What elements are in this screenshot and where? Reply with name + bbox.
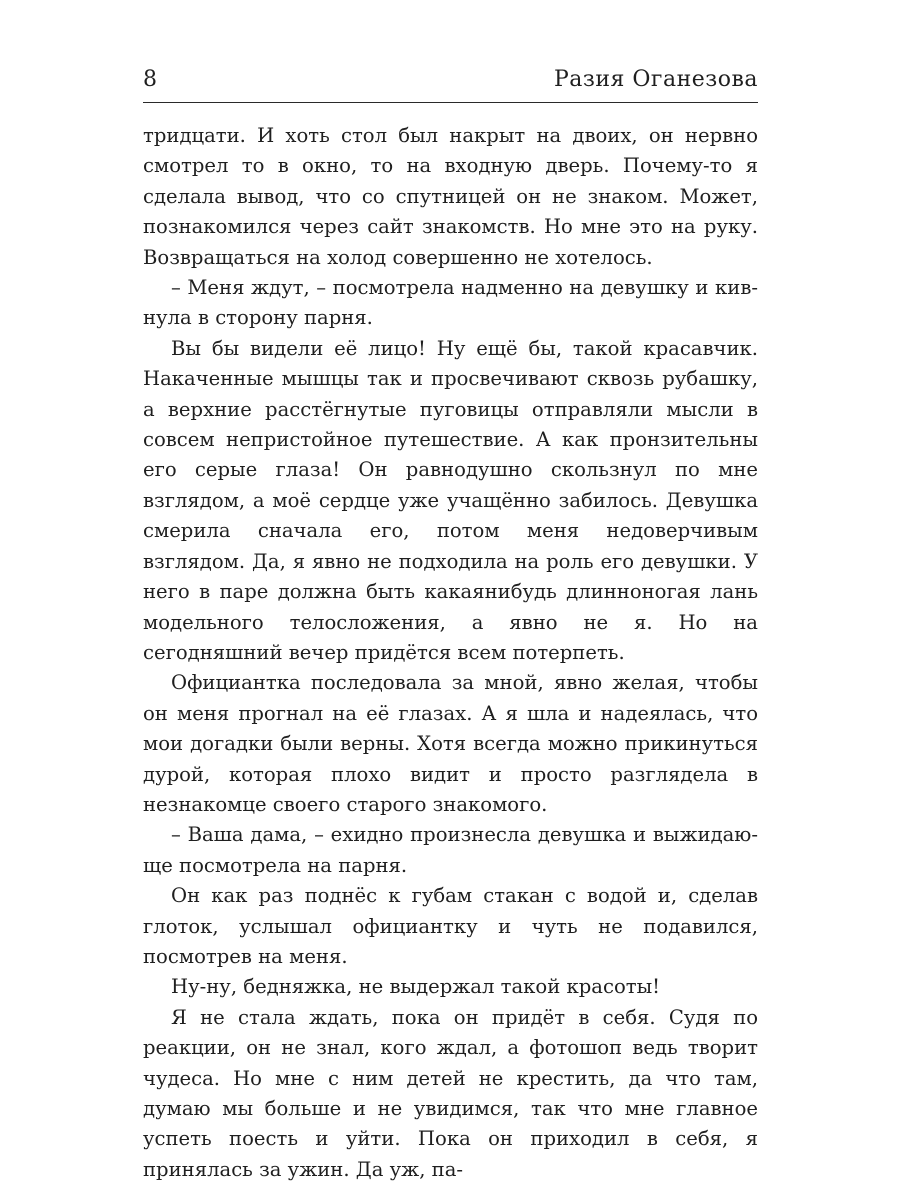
running-header-author: Разия Оганезова	[553, 67, 758, 92]
paragraph: Он как раз поднёс к губам стакан с водой и, сделав глоток, услышал официантку и чуть не подавился, посмотрев на меня.	[143, 884, 758, 968]
paragraph: – Ваша дама, – ехидно произнесла девушка и выжидающе посмотрела на парня.	[143, 823, 758, 877]
paragraph: Вы бы видели её лицо! Ну ещё бы, такой красавчик. Накаченные мышцы так и просвечивают сквозь рубашку, а верхние расстёгнутые пуговицы отправляли мысли в совсем непристойное путешествие. А как пронзительны его серые глаза! Он равнодушно скользнул по мне взглядом, а моё сердце уже учащённо забилось. Девушка смерила сначала его, потом меня недоверчивым взглядом. Да, я явно не подходила на роль его девушки. У него в паре должна быть какаянибудь длинноногая лань модельного телосложения, а явно не я. Но на сегодняшний вечер придётся всем потерпеть.	[143, 336, 758, 664]
body-text	[143, 121, 758, 1185]
paragraph: тридцати. И хоть стол был накрыт на двоих, он нервно смотрел то в окно, то на входную дверь. Почему-то я сделала вывод, что со спутницей он не знаком. Может, познакомился через сайт знакомств. Но мне это на руку. Возвращаться на холод совершенно не хотелось.	[143, 124, 758, 269]
paragraph: Я не стала ждать, пока он придёт в себя. Судя по реакции, он не знал, кого ждал, а фотошоп ведь творит чудеса. Но мне с ним детей не крестить, да что там, думаю мы больше и не увидимся, так что мне главное успеть поесть и уйти. Пока он приходил в себя, я принялась за ужин. Да уж, па-	[143, 1005, 758, 1181]
page-number: 8	[143, 67, 157, 92]
paragraph: – Меня ждут, – посмотрела надменно на девушку и кивнула в сторону парня.	[143, 276, 758, 330]
running-header	[143, 58, 758, 103]
paragraph: Ну-ну, бедняжка, не выдержал такой красоты!	[171, 975, 661, 999]
book-page	[143, 58, 758, 1185]
paragraph: Официантка последовала за мной, явно желая, чтобы он меня прогнал на её глазах. А я шла и надеялась, что мои догадки были верны. Хотя всегда можно прикинуться дурой, которая плохо видит и просто разглядела в незнакомце своего старого знакомого.	[143, 671, 758, 816]
